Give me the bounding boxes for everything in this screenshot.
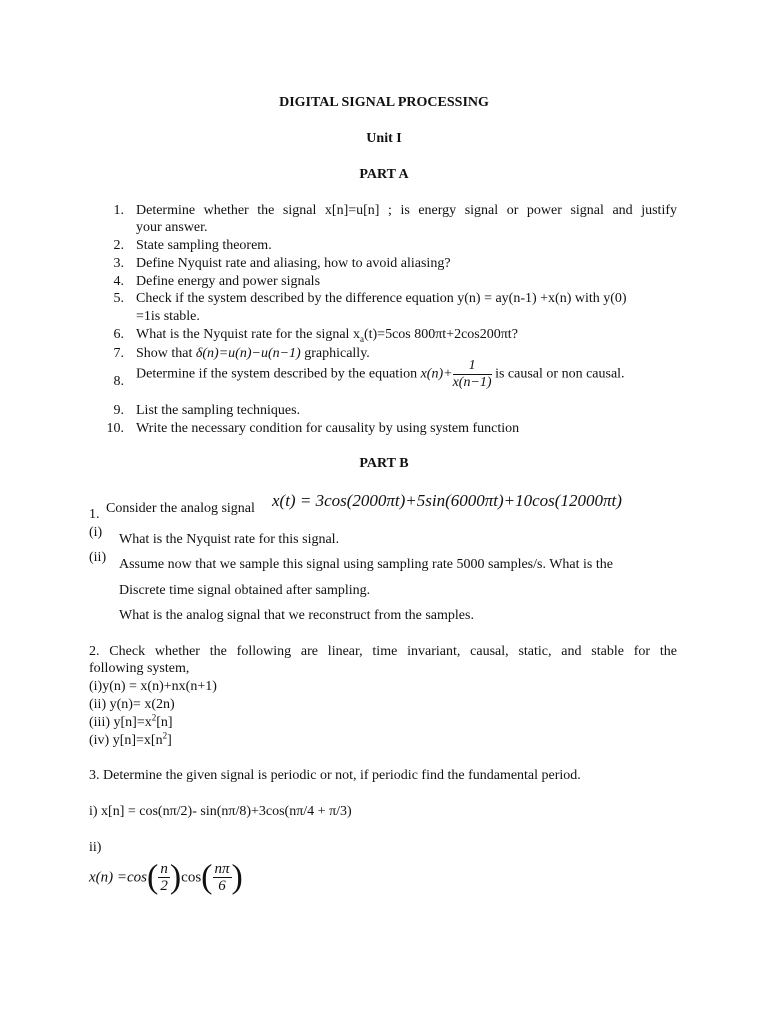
system-item bbox=[89, 714, 173, 732]
item-text: graphically. bbox=[300, 346, 370, 361]
part-a-heading: PART A bbox=[359, 167, 409, 182]
item-text: What is the Nyquist rate for the signal x bbox=[136, 327, 360, 342]
math-expression: x(n)+ bbox=[420, 366, 453, 382]
left-paren: ( bbox=[201, 858, 213, 896]
right-paren: ) bbox=[169, 858, 182, 896]
sub-question-continuation: Discrete time signal obtained after sampling. bbox=[119, 583, 371, 598]
item-text: is causal or non causal. bbox=[491, 366, 625, 382]
sub-label: ii) bbox=[89, 840, 102, 855]
list-item: Define Nyquist rate and aliasing, how to avoid aliasing? bbox=[136, 256, 451, 271]
sub-label: (i) bbox=[89, 525, 103, 540]
sub-question: What is the Nyquist rate for this signal. bbox=[119, 532, 340, 547]
list-item-continuation: your answer. bbox=[136, 220, 208, 235]
fraction bbox=[453, 358, 492, 391]
question-text: 3. Determine the given signal is periodic or not, if periodic find the fundamental period. bbox=[89, 768, 581, 783]
system-item bbox=[89, 732, 172, 750]
part-b-heading: PART B bbox=[359, 456, 409, 471]
item-number: 3. bbox=[113, 256, 124, 271]
list-item: Write the necessary condition for causality by using system function bbox=[136, 421, 520, 436]
list-item: Check if the system described by the difference equation y(n) = ay(n-1) +x(n) with y(0) bbox=[136, 291, 627, 306]
subscript: a bbox=[359, 333, 364, 344]
item-text: Show that bbox=[136, 346, 196, 361]
list-item: List the sampling techniques. bbox=[136, 403, 301, 418]
fraction bbox=[158, 861, 170, 894]
sub-question: What is the analog signal that we reconstruct from the samples. bbox=[119, 608, 474, 623]
item-number: 5. bbox=[113, 291, 124, 306]
list-item bbox=[136, 326, 518, 344]
system-item: (i)y(n) = x(n)+nx(n+1) bbox=[89, 679, 217, 694]
fraction-numerator: n bbox=[160, 861, 168, 877]
left-paren: ( bbox=[147, 858, 159, 896]
item-text: (iii) y[n]=x bbox=[89, 715, 152, 730]
list-item: Determine whether the signal x[n]=u[n] ; is energy signal or power signal and justify bbox=[136, 203, 677, 218]
fraction-numerator: 1 bbox=[453, 358, 492, 375]
item-number: 7. bbox=[113, 346, 124, 361]
question-text: Consider the analog signal bbox=[106, 501, 255, 516]
item-number: 9. bbox=[113, 403, 124, 418]
sub-question: i) x[n] = cos(nπ/2)- sin(nπ/8)+3cos(nπ/4 + π/3) bbox=[89, 804, 352, 819]
item-number: 8. bbox=[113, 374, 124, 389]
item-text: [n] bbox=[156, 715, 173, 730]
item-number: 1. bbox=[113, 203, 124, 218]
list-item-continuation: =1is stable. bbox=[136, 309, 200, 324]
equation-cos: cos bbox=[181, 869, 202, 886]
document-title: DIGITAL SIGNAL PROCESSING bbox=[279, 95, 489, 110]
list-item: State sampling theorem. bbox=[136, 238, 272, 253]
list-item: Define energy and power signals bbox=[136, 274, 321, 289]
signal-equation: x(t) = 3cos(2000πt)+5sin(6000πt)+10cos(12000πt) bbox=[272, 491, 622, 510]
superscript: 2 bbox=[162, 730, 168, 741]
item-number: 4. bbox=[113, 274, 124, 289]
math-expression: δ(n)=u(n)−u(n−1) bbox=[195, 346, 301, 361]
sub-question: Assume now that we sample this signal using sampling rate 5000 samples/s. What is the bbox=[119, 557, 613, 572]
fraction bbox=[213, 861, 232, 894]
fraction-denominator: x(n−1) bbox=[452, 375, 492, 390]
right-paren: ) bbox=[231, 858, 243, 896]
fraction-numerator: nπ bbox=[214, 861, 230, 877]
item-text: ] bbox=[167, 733, 172, 748]
item-text: Determine if the system described by the equation bbox=[136, 366, 421, 382]
item-number: 6. bbox=[113, 327, 124, 342]
item-text: (iv) y[n]=x[n bbox=[89, 733, 163, 748]
question-number: 1. bbox=[89, 507, 100, 522]
list-item bbox=[136, 358, 625, 391]
system-item: (ii) y(n)= x(2n) bbox=[89, 697, 175, 712]
item-number: 2. bbox=[113, 238, 124, 253]
fraction-denominator: 6 bbox=[218, 878, 226, 894]
question-text: 2. Check whether the following are linear, time invariant, causal, static, and stable for the bbox=[89, 644, 677, 659]
superscript: 2 bbox=[151, 712, 157, 723]
fraction-denominator: 2 bbox=[160, 878, 168, 894]
unit-heading: Unit I bbox=[366, 131, 402, 146]
item-text: (t)=5cos 800πt+2cos200πt? bbox=[363, 327, 518, 342]
question-text-continuation: following system, bbox=[89, 661, 190, 676]
periodic-equation bbox=[89, 858, 243, 896]
sub-label: (ii) bbox=[89, 550, 107, 565]
item-number: 10. bbox=[106, 421, 124, 436]
equation-lhs: x(n) =cos bbox=[89, 869, 148, 886]
